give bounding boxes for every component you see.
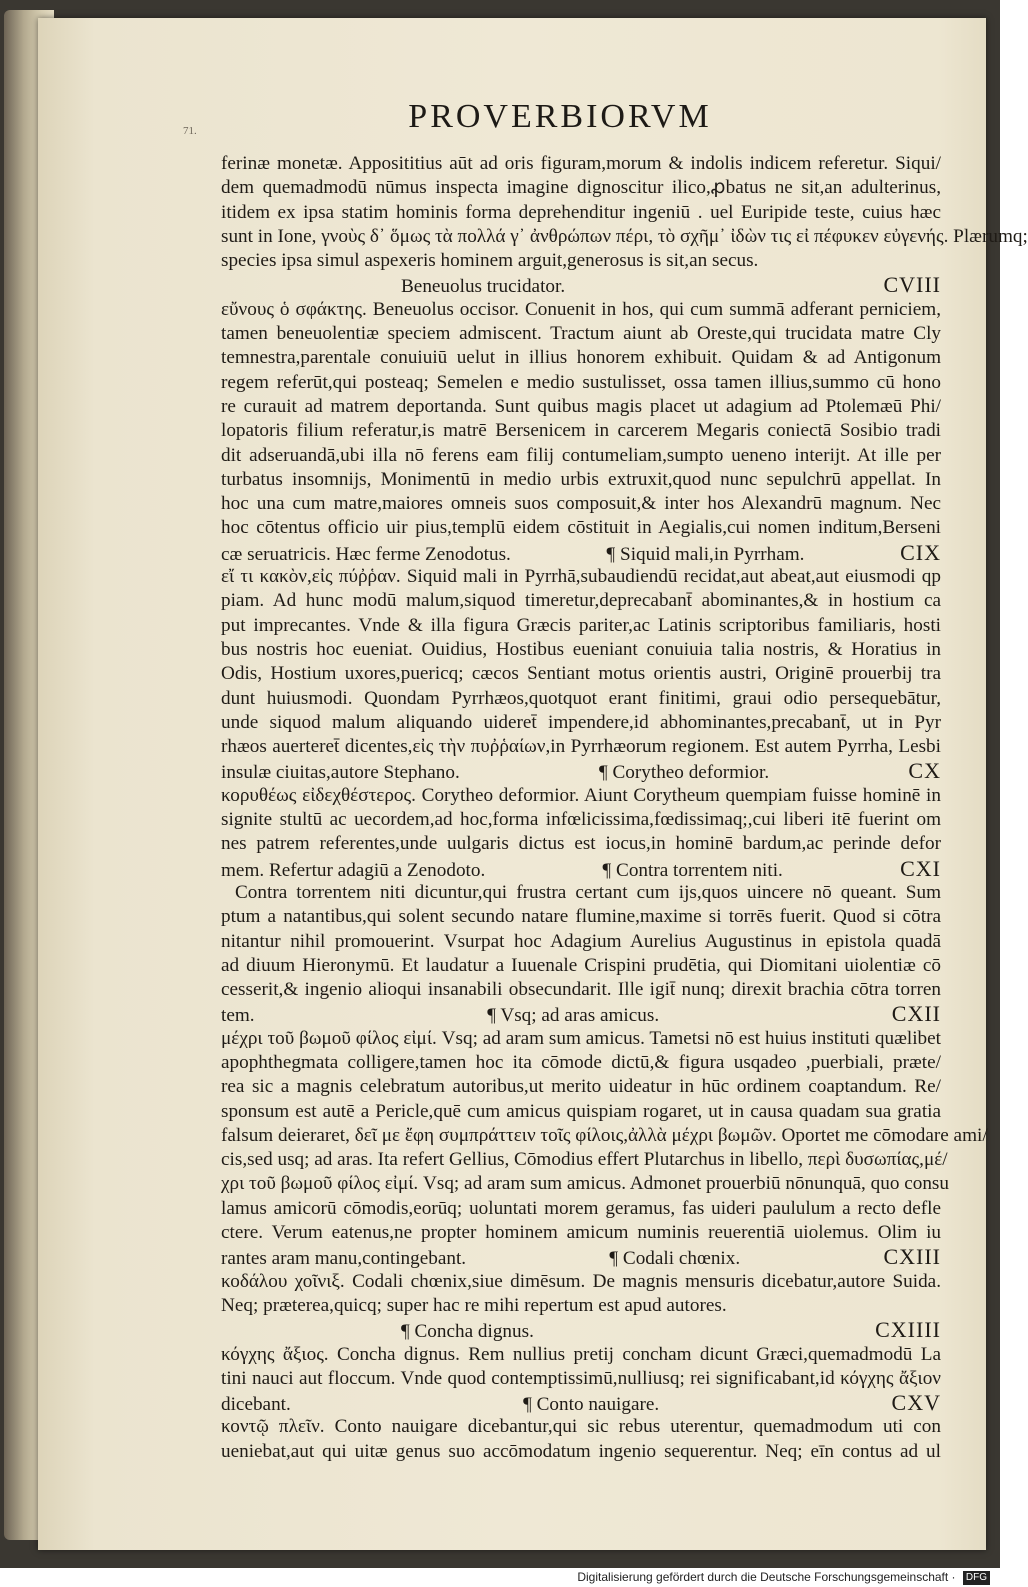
- entry-title: ¶ Conto nauigare.: [523, 1394, 660, 1416]
- text-line: ad diuum Hieronymū. Et laudatur a Iuuenale Crispini prudētia, qui Diomitani uiolentiæ cō: [221, 954, 941, 976]
- text-line: nes patrem referentes,unde uulgaris dictus est iocus,in hominē bardum,ac perinde defor: [221, 833, 941, 855]
- text-line: bus nostris hoc eueniat. Ouidius, Hostibus eueniant conuiuia talia nostris, & Horatius in: [221, 638, 941, 660]
- text-line: species ipsa simul aspexeris hominem arguit,generosus is sit,an secus.: [221, 250, 759, 272]
- entry-heading-cix: [221, 541, 941, 565]
- entry-heading-cxv: [221, 1391, 941, 1415]
- text-line: tini nauci aut floccum. Vnde quod contemptissimū,nulliusq; rei significabant,id κόγχης ἄξιον: [221, 1367, 941, 1389]
- text-line: tem.: [221, 1005, 255, 1027]
- text-line: hoc cōtentus officio uir pius,templū eidem cōstituit in Aegialis,cui nomen inditum,Berseni: [221, 517, 941, 539]
- text-line: ptum a natantibus,qui solent secundo natare flumine,maxime si torrēs fuerit. Quod si cōtra: [221, 906, 941, 928]
- text-line: Odis, Hostium uxores,puericq; cæcos Sentiant motus orientis austri, Originē prouerbij tra: [221, 663, 941, 685]
- text-line: κοδάλου χοῖνιξ. Codali chœnix,siue dimēsum. De magnis mensuris dicebatur,autore Suida.: [221, 1270, 941, 1292]
- entry-heading-cxi: [221, 857, 941, 881]
- text-line: regem referūt,qui posteaq; Semelen e medio sustulisset, ossa tamen illius,summo cū hono: [221, 371, 941, 393]
- text-line: put imprecantes. Vnde & illa figura Græcis pariter,ac Latinis scriptoribus familiaris, hosti: [221, 614, 941, 636]
- text-line: sunt in Ione, γνοὺς δ᾽ ὅμως τὰ πολλά γ᾽ ἀνθρώπων πέρι, τὸ σχῆμ᾽ ἰδὼν τις εἰ πέφυκεν εὐγενής. Plærumq;: [221, 225, 1028, 247]
- text-line: rea sic a magnis celebratum autoribus,ut merito uideatur in hūc ordinem coaptandum. Re/: [221, 1076, 941, 1098]
- text-line: mem. Refertur adagiū a Zenodoto.: [221, 859, 486, 881]
- entry-title: ¶ Concha dignus.: [401, 1321, 534, 1343]
- text-line: turbatus insomnijs, Monimentū in medio urbis extruxit,quod nunc sepulchrū appellat. In: [221, 468, 941, 490]
- text-line: insulæ ciuitas,autore Stephano.: [221, 762, 460, 784]
- text-line: κόγχης ἄξιος. Concha dignus. Rem nullius pretij concham dicunt Græci,quemadmodū La: [221, 1343, 941, 1365]
- text-line: Neq; præterea,quicq; super hac re mihi repertum est apud autores.: [221, 1294, 727, 1316]
- text-line: rhæos auerteret̄ dicentes,εἰς τὴν πυῤῥαίων,in Pyrrhæorum regionem. Est autem Pyrrha, Lesbi: [221, 736, 941, 758]
- folio-mark: 71.: [183, 125, 197, 137]
- text-line: dicebant.: [221, 1394, 291, 1416]
- text-line: itidem ex ipsa statim hominis forma deprehenditur ingeniū . uel Euripide teste, cuius hæc: [221, 201, 941, 223]
- entry-numeral: CXIIII: [875, 1317, 941, 1343]
- footer-text: Digitalisierung gefördert durch die Deutsche Forschungsgemeinschaft ·: [577, 1570, 956, 1584]
- text-line: sponsum est autē a Pericle,quē cum amicus quispiam rogaret, ut in causa quadam sua gratia: [221, 1100, 941, 1122]
- text-line: χρι τοῦ βωμοῦ φίλος εἰμί. Vsq; ad aram sum amicus. Admonet prouerbiū nōnunquā, quo consu: [221, 1173, 949, 1195]
- entry-numeral: CIX: [900, 539, 941, 565]
- text-line: κορυθέως εἰδεχθέστερος. Corytheo deformior. Aiunt Corytheum quempiam fuisse hominē in: [221, 784, 941, 806]
- text-line: tamen beneuolentiæ speciem admiscent. Tractum aiunt ab Oreste,qui trucidata matre Cly: [221, 323, 941, 345]
- text-line: lamus amicorū cōmodis,eorūq; uoluntati morem geramus, fas uideri paululum a recto defle: [221, 1197, 941, 1219]
- entry-title: ¶ Vsq; ad aras amicus.: [487, 1005, 660, 1027]
- text-line: unde siquod malum aliquando uideret̄ impendere,id abhominantes,precabant̄, ut in Pyr: [221, 711, 941, 733]
- text-line: cis,sed usq; ad aras. Ita refert Gellius, Cōmodius effert Plutarchus in libello, περὶ δυσωπίας,μέ/: [221, 1149, 948, 1171]
- text-line: apophthegmata colligere,tamen hoc ita cōmode dictū,& figura usqadeo ,puerbiali, præte/: [221, 1051, 941, 1073]
- text-line: piam. Ad hunc modū malum,siquod timeretur,deprecabant̄ abominantes,& in hostium ca: [221, 590, 941, 612]
- entry-numeral: CXI: [900, 855, 941, 881]
- text-line: nitantur nihil promouerint. Vsurpat hoc Adagium Aurelius Augustinus in epistola quadā: [221, 930, 941, 952]
- entry-heading-cxii: [221, 1002, 941, 1026]
- entry-title: ¶ Siquid mali,in Pyrrham.: [606, 543, 805, 565]
- digitization-footer: [577, 1568, 990, 1587]
- entry-title: ¶ Contra torrentem niti.: [602, 859, 783, 881]
- text-block: [221, 152, 1028, 1464]
- entry-heading-cxiii: [221, 1245, 941, 1269]
- text-line: εὔνους ὁ σφάκτης. Beneuolus occisor. Conuenit in hos, qui cum summā adferant perniciem,: [221, 298, 941, 320]
- text-line: re curauit ad matrem deportanda. Sunt quibus magis placet ut adagium ad Ptolemæū Phi/: [221, 395, 941, 417]
- dfg-logo: DFG: [963, 1571, 990, 1585]
- text-line: signite stultū ac uecordem,ad hoc,forma infœlicissima,fœdissimaq;,cui liberi itē fuerint om: [221, 809, 941, 831]
- text-line: cæ seruatricis. Hæc ferme Zenodotus.: [221, 543, 511, 565]
- entry-heading-cviii: [221, 273, 941, 297]
- text-line: dunt huiusmodi. Quondam Pyrrhæos,quotquot erant finitimi, graui odio persequebātur,: [221, 687, 941, 709]
- text-line: μέχρι τοῦ βωμοῦ φίλος εἰμί. Vsq; ad aram sum amicus. Tametsi nō est huius instituti quælibet: [221, 1027, 941, 1049]
- entry-title: ¶ Codali chœnix.: [609, 1248, 741, 1270]
- text-line: hoc una cum matre,maiores omneis suos composuit,& inter hos Alexandrū magnum. Nec: [221, 493, 941, 515]
- text-line: ueniebat,aut qui uitæ genus suo accōmodatum ingenio sequerentur. Neq; eīn contus ad ul: [221, 1440, 941, 1462]
- text-line: falsum deieraret, δεῖ με ἔφη συμπράττειν τοῖς φίλοις,ἀλλὰ μέχρι βωμῶν. Oportet me cōmodare ami/: [221, 1124, 988, 1146]
- text-line: κοντῷ πλεῖν. Conto nauigare dicebantur,qui sic rebus uterentur, quemadmodum uti con: [221, 1416, 941, 1438]
- text-line: dem quemadmodū nūmus inspecta imagine dignoscitur ilico,ꝓbatus ne sit,an adulterinus,: [221, 177, 941, 199]
- entry-numeral: CXII: [891, 1001, 941, 1027]
- text-line: dit adseruandā,ubi illa nō ferens eam filij contumeliam,sumpto ueneno interijt. At ille per: [221, 444, 941, 466]
- text-line: ferinæ monetæ. Apposititius aūt ad oris figuram,morum & indolis indicem referetur. Siqui/: [221, 153, 941, 174]
- entry-numeral: CXV: [891, 1390, 941, 1416]
- entry-numeral: CXIII: [883, 1244, 941, 1270]
- entry-numeral: CVIII: [883, 272, 941, 298]
- text-line: lopatoris filium referatur,is matrē Bersenicem in carcerem Megaris coniectā Sosibio tradi: [221, 420, 941, 442]
- text-line: cesserit,& ingenio alioqui insanabili obsecundarit. Ille igit̄ nunq; direxit brachia cōtra torren: [221, 979, 941, 1001]
- entry-title: Beneuolus trucidator.: [401, 276, 566, 298]
- running-head: PROVERBIORVM: [408, 98, 712, 135]
- entry-title: ¶ Corytheo deformior.: [599, 762, 770, 784]
- text-line: εἴ τι κακὸν,εἰς πύῤῥαν. Siquid mali in Pyrrhā,subaudiendū recidat,aut abeat,aut eiusmodi qp: [221, 566, 941, 588]
- text-line: rantes aram manu,contingebant.: [221, 1248, 467, 1270]
- text-line: temnestra,parentale conuiuiū uelut in illius honorem exhibuit. Quidam & ad Antigonum: [221, 347, 941, 369]
- entry-heading-cxiiii: [221, 1318, 941, 1342]
- entry-numeral: CX: [908, 758, 941, 784]
- entry-heading-cx: [221, 759, 941, 783]
- text-line: Contra torrentem niti dicuntur,qui frustra certant cum ijs,quos uincere nō queant. Sum: [235, 881, 941, 903]
- text-line: ctere. Verum eatenus,ne propter hominem amicum numinis reuerentiā uiolemus. Olim iu: [221, 1222, 941, 1244]
